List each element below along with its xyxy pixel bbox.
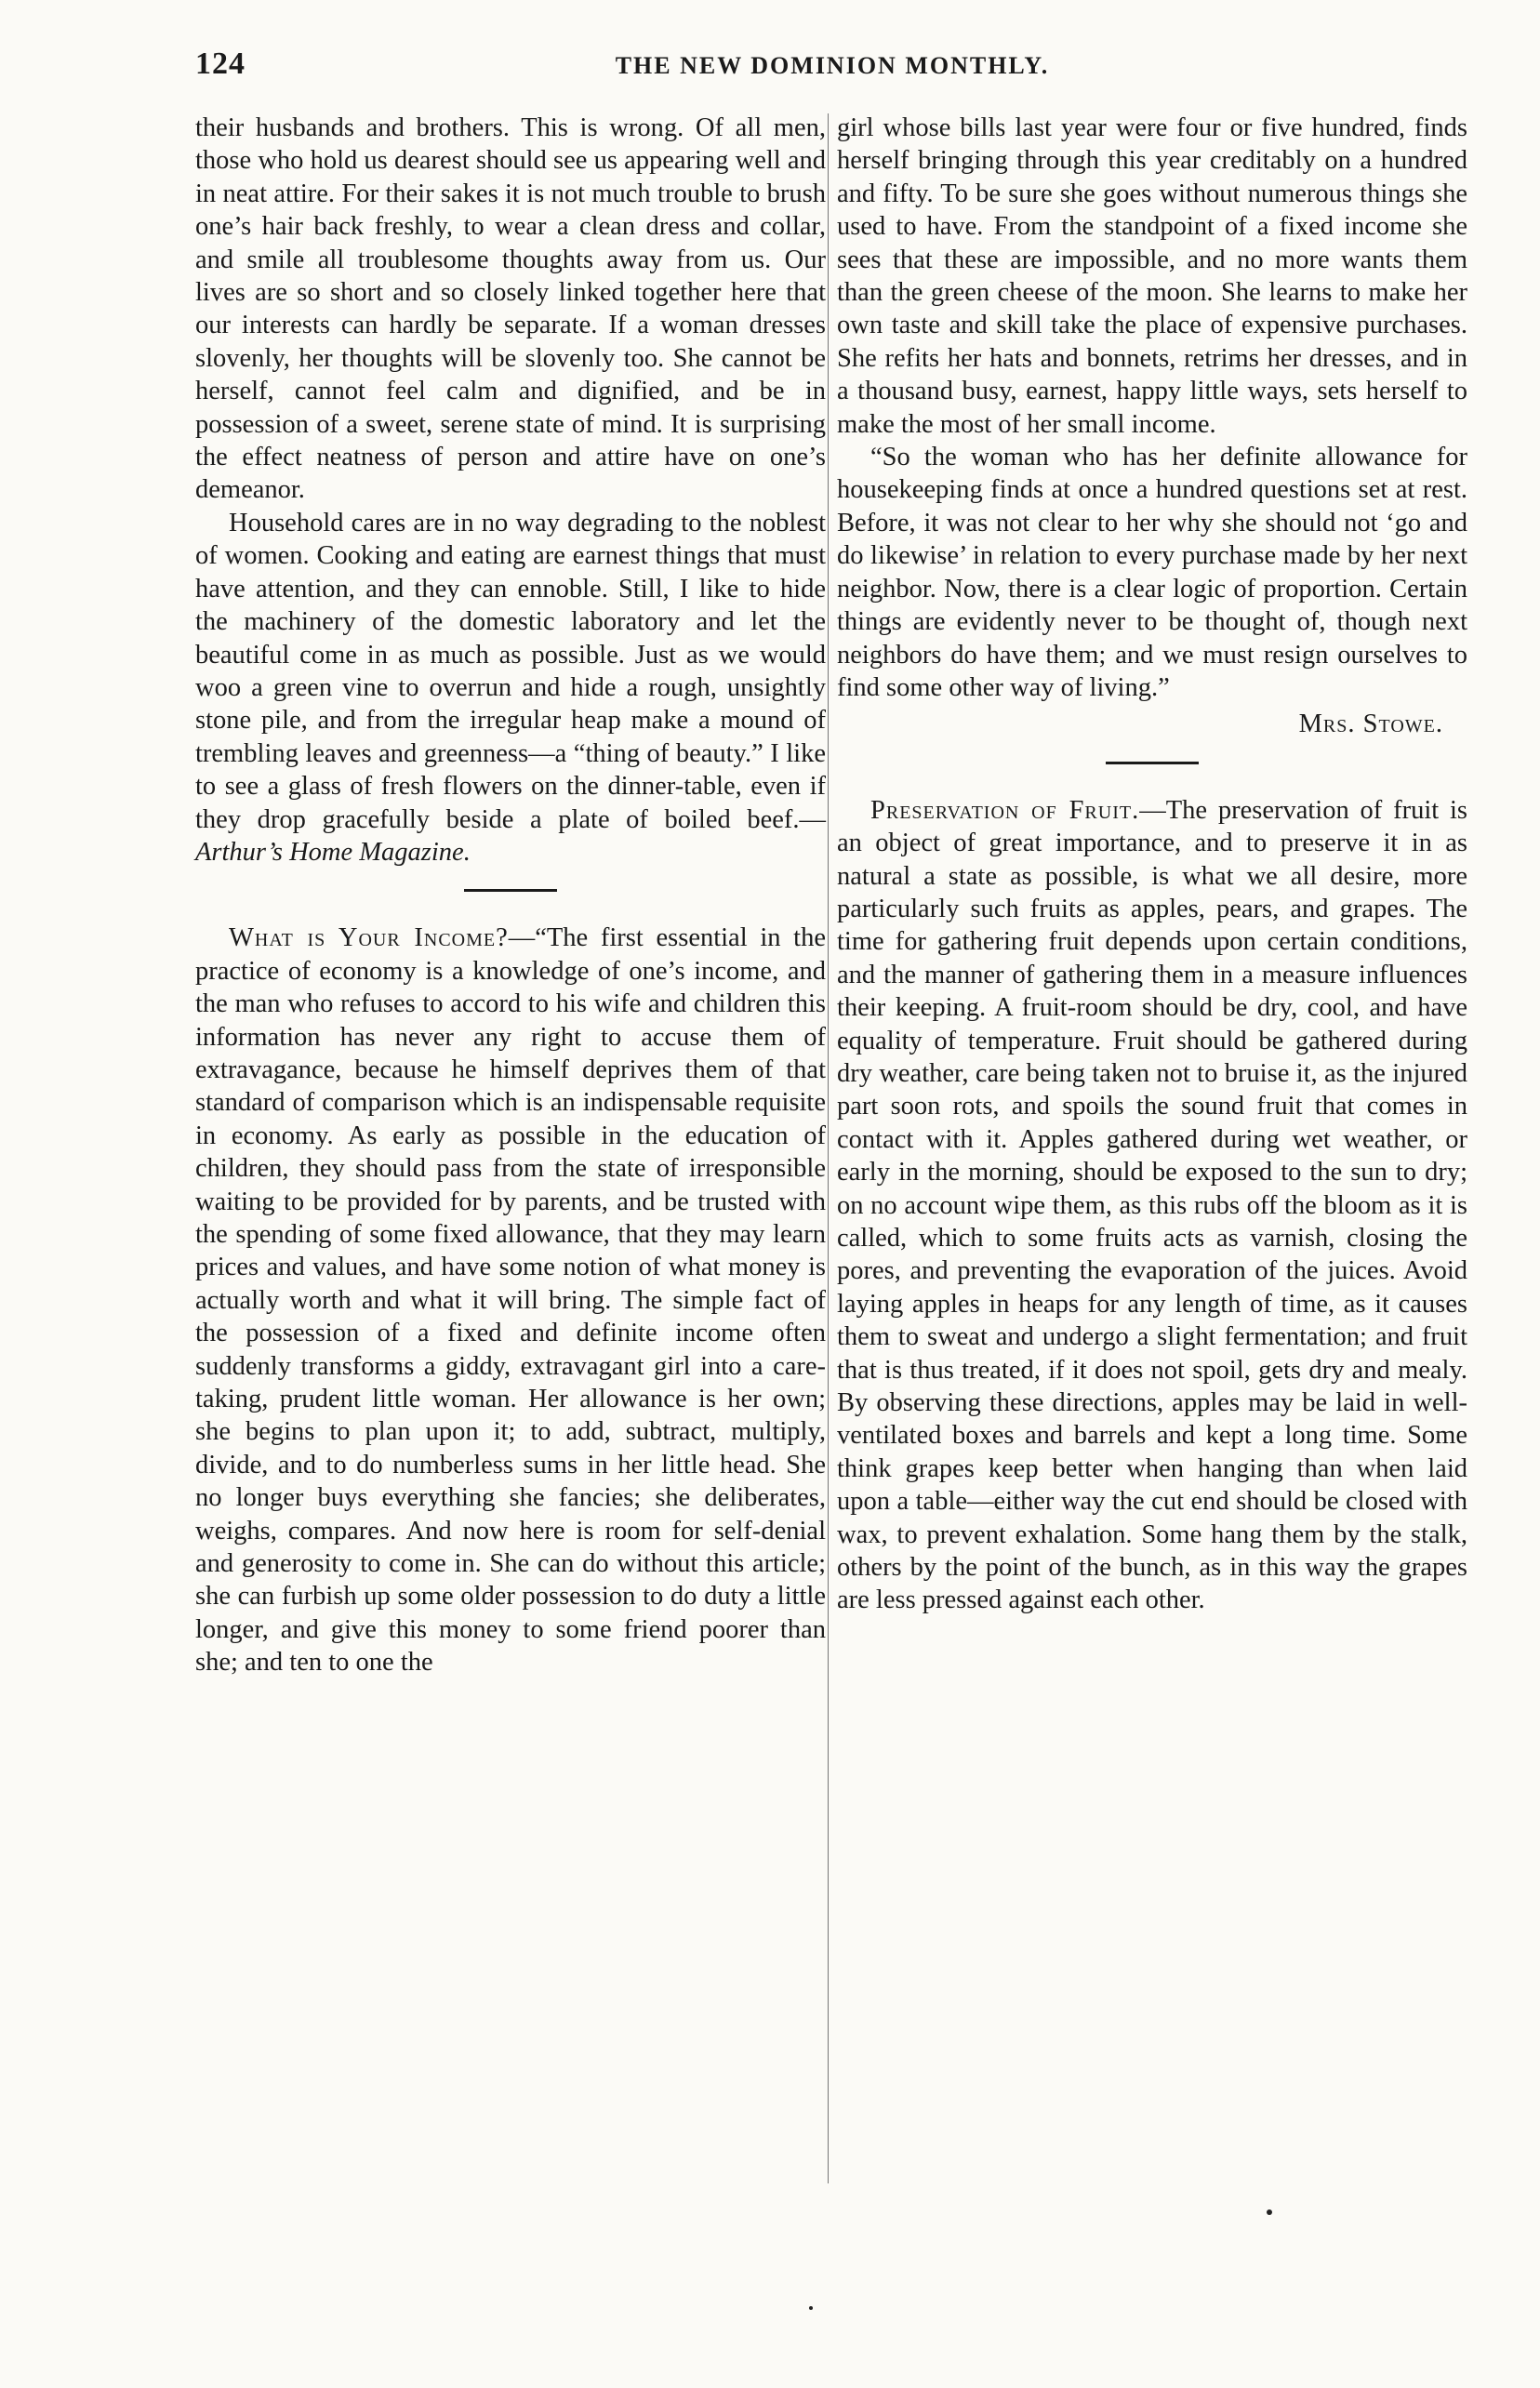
right-column (837, 112, 1467, 1617)
income-article (195, 922, 826, 1678)
print-speck (809, 2306, 813, 2310)
journal-title: THE NEW DOMINION MONTHLY. (615, 52, 1050, 79)
column-rule (828, 113, 829, 2183)
household-cares-paragraph (195, 507, 826, 869)
section-divider (1106, 762, 1199, 764)
fruit-heading: Preservation of Fruit. (870, 795, 1140, 825)
income-heading: What is Your Income? (229, 923, 509, 953)
page-number: 124 (195, 46, 246, 81)
household-cares-text: Household cares are in no way degrading to the noblest of women. Cooking and eating are earnest things that must have attention, and they can ennoble. Still, I like to hide the machinery of the domestic laboratory and let the beautiful come in as much as possible. Just as we would woo a green vine to overrun and hide a rough, unsightly stone pile, and from the irregular heap make a mound of trembling leaves and greenness—a “thing of beauty.” I like to see a glass of fresh flowers on the dinner-table, even if they drop gracefully beside a plate of boiled beef.— (195, 508, 826, 834)
fruit-body: —The preservation of fruit is an object of great importance, and to preserve it in as natural a state as possible, is what we all desire, more particularly such fruits as apples, pears, and grapes. The time for gathering fruit depends upon certain conditions, and the manner of gathering them in a measure influences their keeping. A fruit-room should be dry, cool, and have equality of temperature. Fruit should be gathered during dry weather, care being taken not to bruise it, as the injured part soon rots, and spoils the sound fruit that comes in contact with it. Apples gathered during wet weather, or early in the morning, should be exposed to the sun to dry; on no account wipe them, as this rubs off the bloom as it is called, which to some fruits acts as varnish, closing the pores, and preventing the evaporation of the juices. Avoid laying apples in heaps for any length of time, as it causes them to sweat and undergo a slight fermentation; and fruit that is thus treated, if it does not spoil, gets dry and mealy. By observing these directions, apples may be laid in well-ventilated boxes and barrels and kept a long time. Some think grapes keep better when hanging than when laid upon a table—either way the cut end should be closed with wax, to prevent exhalation. Some hang them by the stalk, others by the point of the bunch, as in this way the grapes are less pressed against each other. (837, 795, 1467, 1615)
fruit-article (837, 794, 1467, 1617)
source-citation: Arthur’s Home Magazine. (195, 837, 471, 867)
section-divider (464, 889, 557, 892)
income-body: —“The first essential in the practice of economy is a knowledge of one’s income, and the man who refuses to accord to his wife and children this information has never any right to accuse them of extravagance, because he himself deprives them of that standard of comparison which is an indispensable requisite in economy. As early as possible in the education of children, they should pass from the state of irresponsible waiting to be provided for by parents, and be trusted with the spending of some fixed allowance, that they may learn prices and values, and have some notion of what money is actually worth and what it will bring. The simple fact of the possession of a fixed and definite income often suddenly transforms a giddy, extravagant girl into a care-taking, prudent little woman. Her allowance is her own; she begins to plan upon it; to add, subtract, multiply, divide, and to do numberless sums in her little head. She no longer buys everything she fancies; she deliberates, weighs, compares. And now here is room for self-denial and generosity to come in. She can do without this article; she can furbish up some older possession to do duty a little longer, and give this money to some friend poorer than she; and ten to one the (195, 923, 826, 1678)
allowance-continuation-paragraph: girl whose bills last year were four or five hundred, finds herself bringing through this year creditably on a hundred and fifty. To be sure she goes without numerous things she used to have. From the standpoint of a fixed income she sees that these are impossible, and no more wants them than the green cheese of the moon. She learns to make her own taste and skill take the place of expensive purchases. She refits her hats and bonnets, retrims her dresses, and in a thousand busy, earnest, happy little ways, sets herself to make the most of her small income. (837, 113, 1467, 439)
running-head (195, 46, 1469, 87)
housekeeping-paragraph: “So the woman who has her definite allowance for housekeeping finds at once a hundred questions set at rest. Before, it was not clear to her why she should not ‘go and do likewise’ in relation to every purchase made by her next neighbor. Now, there is a clear logic of proportion. Certain things are evidently never to be thought of, though next neighbors do have them; and we must resign ourselves to find some other way of living.” (837, 443, 1467, 702)
left-column (195, 112, 826, 1679)
print-speck (1267, 2209, 1272, 2215)
neat-attire-paragraph: their husbands and brothers. This is wrong. Of all men, those who hold us dearest should see us appearing well and in neat attire. For their sakes it is not much trouble to brush one’s hair back freshly, to wear a clean dress and collar, and smile all troublesome thoughts away from us. Our lives are so short and so closely linked together here that our interests can hardly be separate. If a woman dresses slovenly, her thoughts will be slovenly too. She cannot be herself, cannot feel calm and dignified, and be in possession of a sweet, serene state of mind. It is surprising the effect neatness of person and attire have on one’s demeanor. (195, 113, 826, 505)
author-signature: Mrs. Stowe. (1298, 710, 1443, 739)
